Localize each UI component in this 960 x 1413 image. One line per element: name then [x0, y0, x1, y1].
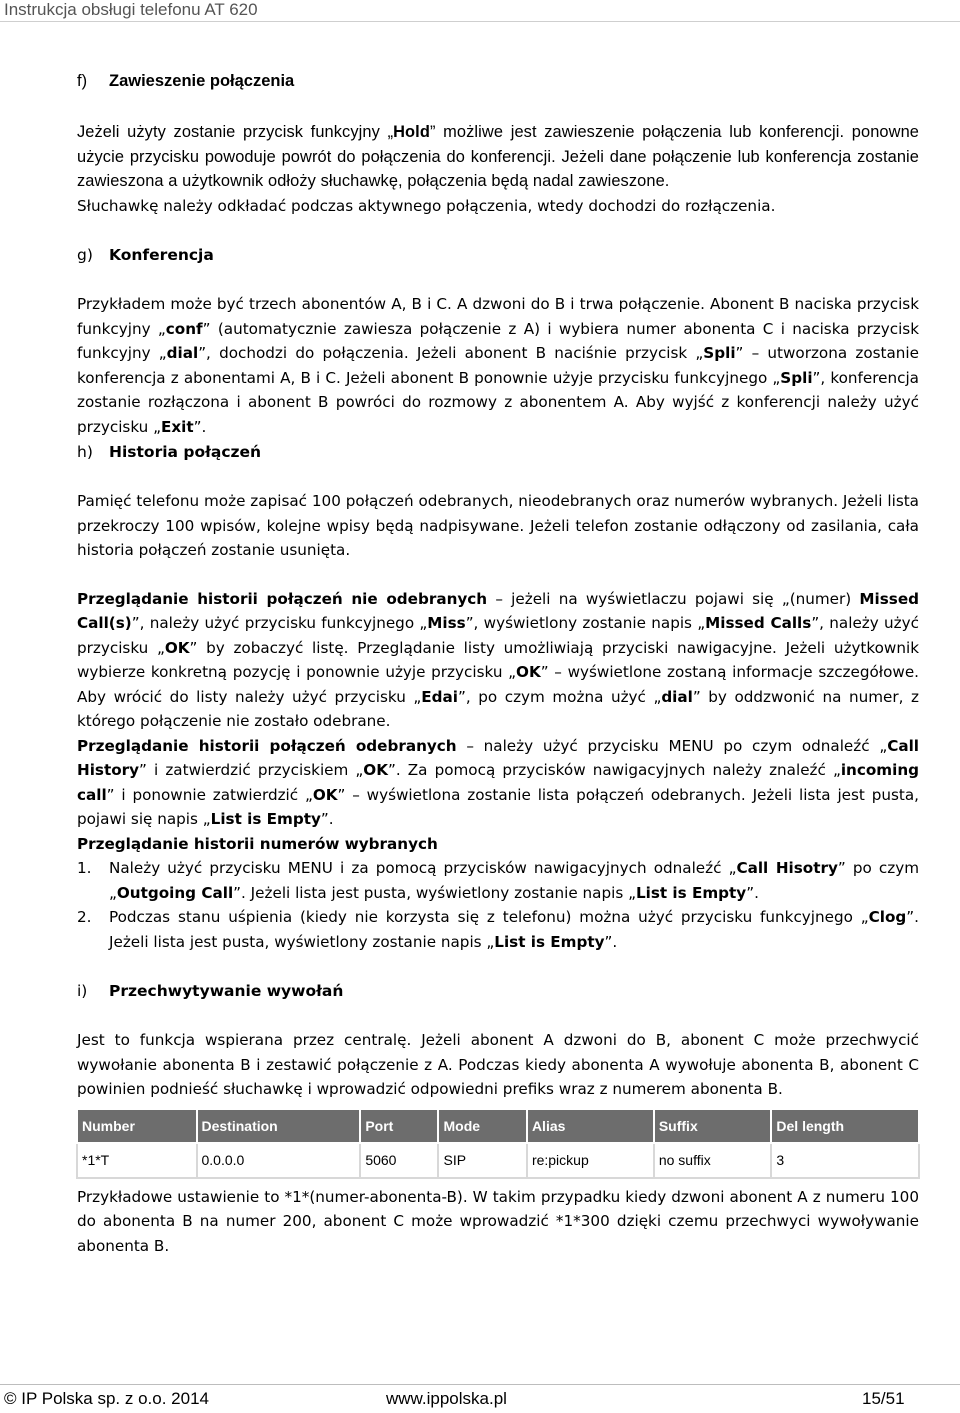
text: ” (automatycznie zawiesza połączenie z A) i wybiera numer abonenta C i naciska przycisk funkcyjny „	[77, 319, 920, 362]
table-cell: 5060	[360, 1143, 438, 1178]
key: Outgoing Call	[116, 883, 234, 902]
section-g-heading	[77, 242, 919, 268]
text: ” po czym „	[109, 859, 920, 902]
table-cell: *1*T	[77, 1143, 197, 1178]
table-cell: 0.0.0.0	[197, 1143, 361, 1178]
text: Należy użyć przycisku MENU i za pomocą przycisków nawigacyjnych odnaleźć „	[109, 859, 737, 877]
text: ”, po czym można użyć „	[457, 687, 662, 706]
text: ” – utworzona zostanie konferencja z abonentami A, B i C. Jeżeli abonent B ponownie użyje przycisku funkcyjnego „	[77, 344, 919, 387]
received-calls-paragraph	[77, 734, 919, 832]
text: ”. Jeżeli lista jest pusta, wyświetlony zostanie napis „	[233, 883, 636, 902]
subheading: Przeglądanie historii numerów wybranych	[77, 834, 438, 853]
table-cell: re:pickup	[527, 1143, 654, 1178]
dialed-numbers-list	[77, 856, 919, 954]
key: OK	[516, 663, 541, 681]
table-header-row	[77, 1109, 919, 1144]
page-footer	[0, 1384, 960, 1412]
column-header: Destination	[197, 1109, 361, 1144]
column-header: Alias	[527, 1109, 654, 1144]
text: ”.	[193, 417, 207, 436]
text: ” – wyświetlona zostanie lista połączeń odebranych. Jeżeli lista jest pusta, pojawi się napis „	[77, 785, 919, 828]
key: dial	[661, 687, 693, 706]
text: ”.	[604, 932, 618, 951]
key: Clog	[868, 908, 907, 926]
key-exit: Exit	[160, 417, 194, 436]
text: ” by zobaczyć listę. Przeglądanie listy umożliwiają przyciski nawigacyjne. Jeżeli użytkownik wybierze konkretną pozycję i ponownie użyje przycisku „	[77, 638, 919, 681]
table-cell: no suffix	[654, 1143, 772, 1178]
key: List is Empty	[635, 883, 747, 902]
section-f-heading	[77, 68, 919, 94]
column-header: Suffix	[654, 1109, 772, 1144]
page-header	[0, 0, 960, 22]
table-cell: SIP	[438, 1143, 526, 1178]
text: Jeżeli użyty zostanie przycisk funkcyjny	[77, 123, 388, 141]
column-header: Mode	[438, 1109, 526, 1144]
section-h-intro: Pamięć telefonu może zapisać 100 połączeń odebranych, nieodebranych oraz numerów wybranych. Jeżeli lista przekroczy 100 wpisów, kolejne wpisy będą nadpisywane. Jeżeli telefon zostanie odłączony od zasilania, cała historia połączeń zostanie usunięta.	[77, 492, 919, 559]
pickup-config-table	[76, 1108, 920, 1179]
subheading: Przeglądanie historii połączeń odebranych	[77, 736, 457, 755]
column-header: Port	[360, 1109, 438, 1144]
key: OK	[363, 761, 388, 779]
text: ”, należy użyć przycisku funkcyjnego „	[131, 614, 428, 632]
column-header: Number	[77, 1109, 197, 1144]
key-spli: Spli	[703, 344, 736, 362]
text: ” i ponownie zatwierdzić „	[106, 785, 313, 804]
list-item	[77, 905, 919, 954]
table-cell: 3	[771, 1143, 919, 1178]
text: ”.	[320, 810, 334, 828]
section-title: Konferencja	[109, 246, 214, 264]
key: OK	[312, 785, 338, 804]
section-h-heading	[77, 439, 919, 465]
key: Call Hisotry	[736, 859, 838, 877]
list-item	[77, 856, 919, 905]
section-letter: h)	[77, 443, 93, 461]
key: Miss	[427, 614, 466, 632]
text: ” możliwe jest zawieszenie połączenia lub konferencji. ponowne użycie przycisku powoduje powrót do połączenia do konferencji. Jeżeli dane połączenie lub konferencja zostanie zawieszona a użytkownik odłoży słuchawkę, połączenia będą nadal zawieszone.	[77, 123, 920, 190]
text: ”.	[746, 883, 759, 902]
page-number: 15/51	[862, 1389, 905, 1408]
section-title: Przechwytywanie wywołań	[109, 982, 344, 1000]
table-row	[77, 1143, 919, 1178]
list-item-text	[109, 856, 919, 905]
key: OK	[164, 638, 190, 657]
key: Call History	[77, 736, 919, 779]
section-i-heading	[77, 978, 919, 1004]
section-f-paragraph	[77, 120, 919, 194]
section-letter: f)	[77, 72, 88, 90]
key: Missed Call(s)	[77, 589, 919, 632]
section-g-paragraph	[77, 292, 919, 439]
text: ”, wyświetlony zostanie napis „	[465, 614, 706, 632]
section-f-note: Słuchawkę należy odkładać podczas aktywnego połączenia, wtedy dochodzi do rozłączenia.	[77, 196, 776, 215]
key: Missed Calls	[705, 614, 812, 632]
key-conf: conf	[165, 319, 203, 338]
section-title: Zawieszenie połączenia	[109, 72, 295, 90]
subheading: Przeglądanie historii połączeń nie odebranych	[77, 589, 488, 608]
key: Edai	[421, 687, 458, 706]
section-i-example: Przykładowe ustawienie to *1*(numer-abonenta-B). W takim przypadku kiedy dzwoni abonent A z numeru 100 do abonenta B na numer 200, abonent C może wprowadzić *1*300 dzięki czemu przechwyci wywoływanie abonenta B.	[77, 1187, 919, 1255]
section-title: Historia połączeń	[109, 443, 262, 461]
section-i-paragraph: Jest to funkcja wspierana przez centralę. Jeżeli abonent A dzwoni do B, abonent C może przechwycić wywołanie abonenta B i zestawić połączenie z A. Podczas kiedy abonenta A wywołuje abonenta B, abonent C powinien podnieść słuchawkę i wprowadzić odpowiedni prefiks wraz z numerem abonenta B.	[77, 1031, 919, 1098]
text: ”. Jeżeli lista jest pusta, wyświetlony zostanie napis „	[109, 908, 919, 951]
text: Podczas stanu uśpienia (kiedy nie korzysta się z telefonu) można użyć przycisku funkcyjnego „	[109, 908, 869, 926]
text: – należy użyć przycisku MENU po czym odnaleźć „	[456, 736, 888, 755]
key-spli: Spli	[780, 368, 813, 387]
list-item-text	[109, 905, 919, 954]
quote: „	[387, 123, 394, 141]
dialed-numbers-subheading	[77, 832, 919, 857]
copyright-text: © IP Polska sp. z o.o. 2014	[4, 1389, 209, 1408]
text: – jeżeli na wyświetlaczu pojawi się „(numer)	[487, 589, 860, 608]
text: ” – wyświetlone zostaną informacje szczegółowe. Aby wrócić do listy należy użyć przycisku „	[77, 663, 919, 706]
document-title: Instrukcja obsługi telefonu AT 620	[4, 0, 258, 19]
missed-calls-paragraph	[77, 587, 919, 734]
list-number: 1.	[77, 859, 92, 877]
section-letter: g)	[77, 246, 93, 264]
key-hold: Hold	[393, 123, 430, 141]
section-letter: i)	[77, 982, 88, 1000]
key: incoming call	[77, 761, 920, 804]
list-number: 2.	[77, 908, 92, 926]
text: ”. Za pomocą przycisków nawigacyjnych należy znaleźć „	[387, 761, 841, 779]
text: ”, dochodzi do połączenia. Jeżeli abonent B naciśnie przycisk „	[198, 344, 704, 362]
column-header: Del length	[771, 1109, 919, 1144]
text: ”, konferencja zostanie rozłączona i abonent B powróci do rozmowy z abonentem A. Aby wyjść z konferencji należy użyć przycisku „	[77, 368, 919, 436]
key: List is Empty	[210, 810, 321, 828]
text: Przykładem może być trzech abonentów A, B i C. A dzwoni do B i trwa połączenie. Abonent B naciska przycisk funkcyjny „	[77, 295, 919, 338]
text: ” i zatwierdzić przyciskiem „	[139, 761, 364, 779]
key: List is Empty	[494, 932, 605, 951]
key-dial: dial	[166, 344, 199, 362]
page-content	[77, 68, 919, 1258]
text: ” by oddzwonić na numer, z którego połączenie nie zostało odebrane.	[77, 687, 919, 730]
website-link[interactable]: www.ippolska.pl	[386, 1389, 507, 1408]
text: ”, należy użyć przycisku „	[77, 614, 919, 657]
